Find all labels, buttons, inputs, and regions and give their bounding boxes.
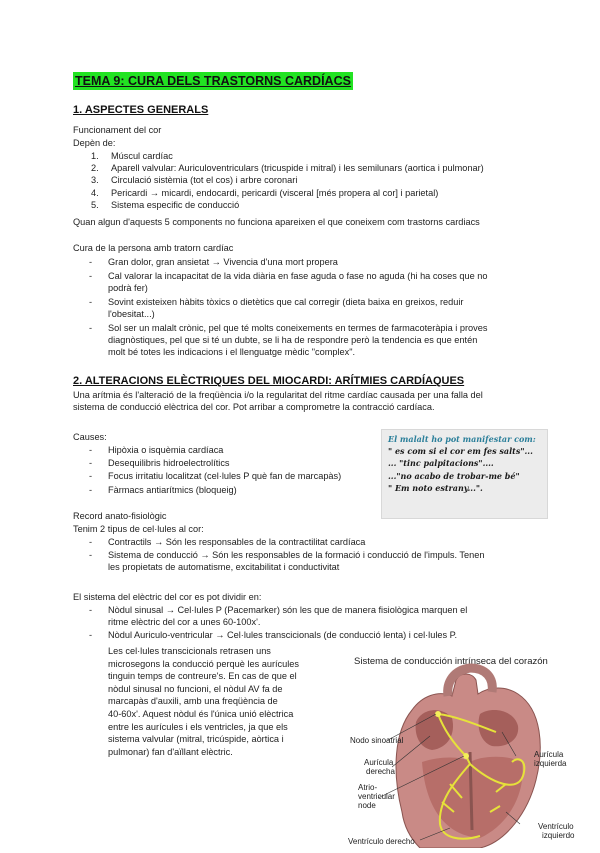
heart-conduction-figure	[330, 652, 592, 848]
label-right-atrium: derecha	[366, 767, 395, 776]
care-item	[89, 256, 543, 268]
summary-text: Quan algun d'aquests 5 components no funciona apareixen el que coneixem com trastorns cardiacs	[73, 217, 480, 227]
conduction-system-list	[73, 604, 543, 643]
item-number: 1.	[91, 151, 99, 161]
conduction-part-item-line: - Nòdul sinusal → Cel·lules P (Pacemarker) són les que de manera fisiològica marquen el	[108, 605, 468, 615]
av-paragraph-line: marcapàs d'auxili, amb una freqüència de	[108, 696, 278, 707]
item-number: 5.	[91, 199, 99, 210]
patient-quote-callout	[381, 429, 548, 519]
cell-type-item	[89, 549, 543, 573]
component-item	[91, 150, 543, 162]
cause-item: - Focus irritatiu localitzat (cel·lules P què fan de marcapàs)	[89, 470, 373, 482]
cell-type-item-line: - Contractils → Són les responsables de la contractilitat cardíaca	[108, 537, 366, 547]
label-right-ventricle: Ventrículo derecho	[348, 837, 415, 846]
label-left-ventricle: izquierdo	[542, 831, 575, 840]
component-item	[91, 174, 543, 186]
care-item-line: l'obesitat...)	[108, 308, 155, 319]
item-number: 2.	[91, 163, 99, 174]
cell-type-item	[89, 536, 543, 548]
callout-line: ... "tinc palpitacions"....	[388, 458, 494, 469]
av-paragraph-line: 40-60x'. Aquest nòdul és l'única unió elèctrica	[108, 708, 294, 719]
page-title: TEMA 9: CURA DELS TRASTORNS CARDÍACS	[75, 74, 351, 88]
record-heading: Record anato-fisiològic	[73, 511, 167, 521]
cause-item: - Fàrmacs antiarítmics (bloqueig)	[89, 484, 373, 496]
care-item-line: - Cal valorar la incapacitat de la vida diària en fase aguda o fase no aguda (hi ha coses que no	[108, 270, 488, 281]
heart-diagram-svg	[330, 652, 592, 848]
conduction-part-item-line: ritme elèctric del cor a unes 60-100x'.	[108, 617, 261, 628]
component-item	[91, 162, 543, 174]
callout-line: " es com si el cor em fes salts"...	[388, 446, 533, 457]
cell-type-item-line: les propietats de automatisme, excitabilitat i conductivitat	[108, 562, 340, 573]
care-item	[89, 270, 543, 294]
conduction-part-item	[89, 604, 543, 628]
intro-text	[73, 389, 553, 413]
callout-line: " Em noto estrany...".	[388, 482, 483, 493]
system-intro: El sistema del elèctric del cor es pot dividir en:	[73, 592, 262, 602]
section-1-heading: 1. ASPECTES GENERALS	[73, 104, 209, 116]
callout-line: ..."no acabo de trobar-me bé"	[388, 470, 520, 481]
causes-heading: Causes:	[73, 432, 107, 442]
subheading-cor: Funcionament del cor	[73, 125, 162, 135]
callout-title: El malalt ho pot manifestar com:	[388, 434, 536, 444]
label-left-ventricle: Ventrículo	[538, 822, 574, 831]
item-text: Circulació sistèmia (tot el cos) i arbre coronari	[111, 175, 298, 186]
component-item	[91, 199, 543, 211]
cause-item: - Desequilibris hidroelectrolítics	[89, 457, 373, 469]
item-text: Aparell valvular: Auriculoventriculars (tricuspide i mitral) i les semilunars (aortica i pulmonar)	[111, 163, 484, 174]
av-paragraph-line: pulmonar) fan d'aïllant elèctric.	[108, 746, 233, 757]
av-paragraph-line: tinguin temps de contreure's. En cas de que el	[108, 671, 297, 682]
item-number: 3.	[91, 175, 99, 186]
label-av-node: ventricular	[358, 792, 395, 801]
label-av-node: node	[358, 801, 376, 810]
intro-line: sistema de conducció elèctrica del cor. Pot arribar a comprometre la contracció cardíaca.	[73, 402, 435, 413]
av-paragraph-line: sistema valvular (mitral, tricúspide, aòrtica i	[108, 734, 284, 745]
conduction-part-item-line: - Nòdul Auriculo-ventricular → Cel·lules transcicionals (de conducció lenta) i cel·lules P.	[108, 630, 458, 641]
record-intro: Tenim 2 tipus de cel·lules al cor:	[73, 524, 204, 534]
av-paragraph-line: entre les aurícules i els ventricles, ja que els	[108, 721, 288, 732]
care-heading: Cura de la persona amb tratorn cardíac	[73, 243, 234, 253]
figure-title: Sistema de conducción intrínseca del corazón	[354, 656, 548, 667]
cause-item: - Hipòxia o isquèmia cardíaca	[89, 444, 373, 456]
av-node-paragraph	[108, 645, 338, 758]
care-item	[89, 322, 543, 359]
causes-list	[73, 444, 373, 497]
section-2-heading: 2. ALTERACIONS ELÈCTRIQUES DEL MIOCARDI: ARÍTMIES CARDÍAQUES	[73, 375, 465, 387]
item-text: Múscul cardíac	[111, 151, 173, 161]
conduction-part-item	[89, 629, 543, 641]
component-item	[91, 187, 543, 199]
care-item-line: diagnòstiques, pel que si té un dubte, se li ha de respondre però la tendencia es que entén	[108, 334, 478, 345]
av-paragraph-line: microsegons la conducció perquè les aurícules	[108, 658, 299, 669]
label-left-atrium: Aurícula	[534, 750, 564, 759]
cell-type-item-line: - Sistema de conducció → Són les responsables de la formació i conducció de l'impuls. Tenen	[108, 550, 485, 561]
care-item-line: podrà fer)	[108, 282, 148, 293]
item-text: Sistema especific de conducció	[111, 199, 240, 210]
cell-types-list	[73, 536, 543, 575]
care-item	[89, 296, 543, 320]
components-list	[73, 150, 543, 211]
av-paragraph-line: Les cel·lules transcicionals retrasen uns	[108, 646, 271, 656]
label-av-node: Atrio-	[358, 783, 378, 792]
label-left-atrium: izquierda	[534, 759, 567, 768]
depends-label: Depèn de:	[73, 138, 116, 148]
label-sinoatrial: Nodo sinoatrial	[350, 736, 404, 745]
care-item-line: - Gran dolor, gran ansietat → Vivencia d'una mort propera	[108, 257, 338, 267]
av-paragraph-line: nòdul sinusal no funcioni, el nòdul AV fa de	[108, 683, 283, 694]
care-item-line: - Sol ser un malalt crònic, pel que té molts coneixements en termes de farmacoteràpia i proves	[108, 322, 488, 333]
label-right-atrium: Aurícula	[364, 758, 394, 767]
care-item-line: - Sovint existeixen hàbits tòxics o dietètics que cal corregir (dieta baixa en greixos, reduir	[108, 296, 464, 307]
care-list	[73, 256, 543, 360]
item-number: 4.	[91, 187, 99, 198]
care-item-line: molt bé totes les indicacions i el llenguatge mèdic "complex".	[108, 346, 356, 357]
intro-line: Una arítmia és l'alteració de la freqüència i/o la regularitat del ritme cardíac causada per una falla del	[73, 390, 483, 400]
item-text: Pericardi → micardi, endocardi, pericardi (visceral [més propera al cor] i parietal)	[111, 187, 439, 198]
